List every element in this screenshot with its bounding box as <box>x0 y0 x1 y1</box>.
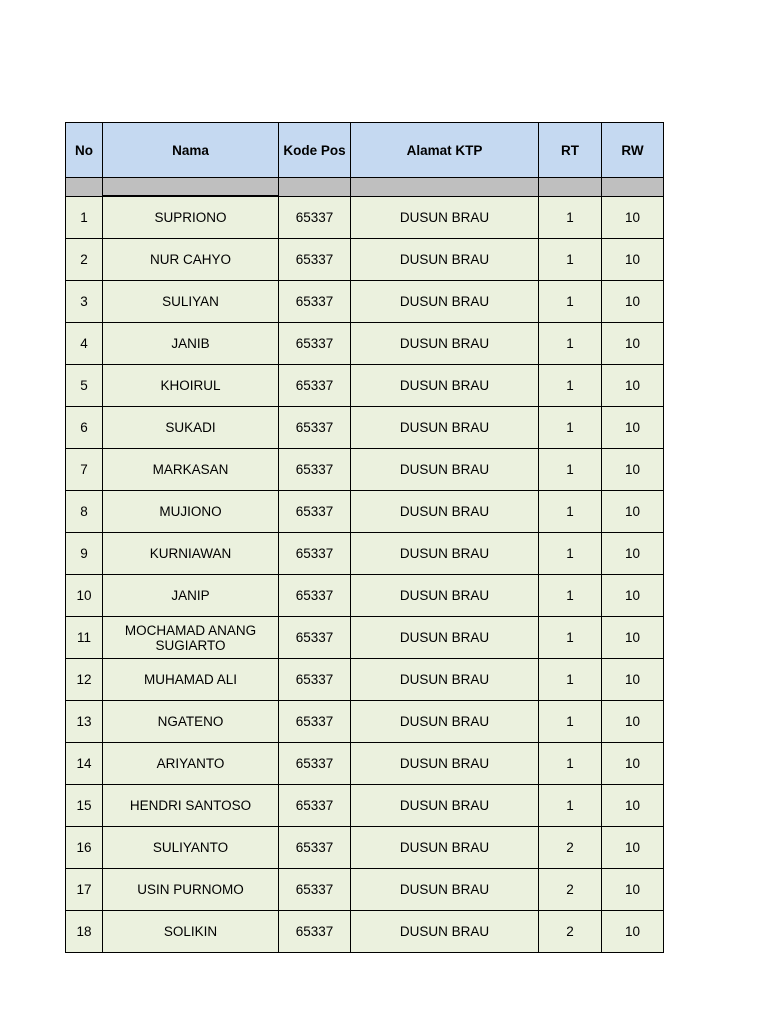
cell-rw: 10 <box>602 743 664 785</box>
resident-table <box>65 122 664 953</box>
table-row <box>66 323 664 365</box>
cell-no: 7 <box>66 449 103 491</box>
cell-rt: 1 <box>539 575 602 617</box>
cell-rw: 10 <box>602 827 664 869</box>
cell-rt: 1 <box>539 743 602 785</box>
cell-alamat-ktp: DUSUN BRAU <box>351 365 539 407</box>
cell-no: 9 <box>66 533 103 575</box>
cell-kode-pos: 65337 <box>279 911 351 953</box>
cell-rw: 10 <box>602 196 664 239</box>
cell-rw: 10 <box>602 365 664 407</box>
table-header <box>66 123 664 197</box>
header-alamat-ktp: Alamat KTP <box>351 123 539 178</box>
cell-kode-pos: 65337 <box>279 196 351 239</box>
cell-rt: 1 <box>539 449 602 491</box>
cell-rt: 2 <box>539 869 602 911</box>
cell-no: 18 <box>66 911 103 953</box>
table-row <box>66 533 664 575</box>
cell-rt: 1 <box>539 491 602 533</box>
cell-kode-pos: 65337 <box>279 533 351 575</box>
cell-no: 13 <box>66 701 103 743</box>
cell-rt: 1 <box>539 785 602 827</box>
spacer-cell <box>351 178 539 197</box>
spacer-cell <box>279 178 351 197</box>
cell-alamat-ktp: DUSUN BRAU <box>351 491 539 533</box>
spacer-cell <box>103 178 279 197</box>
cell-rt: 1 <box>539 239 602 281</box>
table-row <box>66 827 664 869</box>
cell-alamat-ktp: DUSUN BRAU <box>351 575 539 617</box>
cell-nama: MUHAMAD ALI <box>103 659 279 701</box>
cell-no: 6 <box>66 407 103 449</box>
cell-rt: 1 <box>539 701 602 743</box>
cell-alamat-ktp: DUSUN BRAU <box>351 785 539 827</box>
table-row <box>66 869 664 911</box>
cell-nama: JANIP <box>103 575 279 617</box>
cell-rt: 1 <box>539 659 602 701</box>
cell-kode-pos: 65337 <box>279 827 351 869</box>
cell-kode-pos: 65337 <box>279 491 351 533</box>
cell-kode-pos: 65337 <box>279 743 351 785</box>
cell-rw: 10 <box>602 659 664 701</box>
table-row <box>66 617 664 659</box>
cell-nama: HENDRI SANTOSO <box>103 785 279 827</box>
cell-alamat-ktp: DUSUN BRAU <box>351 701 539 743</box>
cell-nama: NUR CAHYO <box>103 239 279 281</box>
table-body <box>66 196 664 953</box>
table-row <box>66 281 664 323</box>
cell-alamat-ktp: DUSUN BRAU <box>351 743 539 785</box>
cell-nama: SULIYANTO <box>103 827 279 869</box>
cell-rw: 10 <box>602 533 664 575</box>
cell-nama: MARKASAN <box>103 449 279 491</box>
cell-no: 15 <box>66 785 103 827</box>
cell-no: 3 <box>66 281 103 323</box>
table-row <box>66 785 664 827</box>
cell-nama: SOLIKIN <box>103 911 279 953</box>
cell-kode-pos: 65337 <box>279 785 351 827</box>
table-row <box>66 491 664 533</box>
cell-alamat-ktp: DUSUN BRAU <box>351 323 539 365</box>
header-spacer-row <box>66 178 664 197</box>
table-row <box>66 407 664 449</box>
cell-rt: 1 <box>539 617 602 659</box>
cell-kode-pos: 65337 <box>279 365 351 407</box>
cell-no: 14 <box>66 743 103 785</box>
cell-nama: MUJIONO <box>103 491 279 533</box>
header-nama: Nama <box>103 123 279 178</box>
cell-rt: 1 <box>539 533 602 575</box>
cell-rt: 1 <box>539 281 602 323</box>
cell-alamat-ktp: DUSUN BRAU <box>351 659 539 701</box>
cell-rw: 10 <box>602 617 664 659</box>
header-rt: RT <box>539 123 602 178</box>
cell-nama: MOCHAMAD ANANG SUGIARTO <box>103 617 279 659</box>
cell-no: 16 <box>66 827 103 869</box>
cell-alamat-ktp: DUSUN BRAU <box>351 911 539 953</box>
cell-alamat-ktp: DUSUN BRAU <box>351 407 539 449</box>
cell-alamat-ktp: DUSUN BRAU <box>351 196 539 239</box>
cell-no: 1 <box>66 196 103 239</box>
cell-nama: JANIB <box>103 323 279 365</box>
cell-rt: 1 <box>539 196 602 239</box>
cell-nama: SUPRIONO <box>103 196 279 239</box>
cell-nama: NGATENO <box>103 701 279 743</box>
cell-kode-pos: 65337 <box>279 281 351 323</box>
cell-alamat-ktp: DUSUN BRAU <box>351 533 539 575</box>
cell-rw: 10 <box>602 449 664 491</box>
header-row <box>66 123 664 178</box>
cell-kode-pos: 65337 <box>279 407 351 449</box>
cell-no: 2 <box>66 239 103 281</box>
cell-nama: SULIYAN <box>103 281 279 323</box>
cell-no: 12 <box>66 659 103 701</box>
cell-alamat-ktp: DUSUN BRAU <box>351 449 539 491</box>
cell-alamat-ktp: DUSUN BRAU <box>351 617 539 659</box>
header-kode-pos: Kode Pos <box>279 123 351 178</box>
table-row <box>66 449 664 491</box>
header-no: No <box>66 123 103 178</box>
table-row <box>66 743 664 785</box>
cell-rw: 10 <box>602 911 664 953</box>
cell-rt: 1 <box>539 407 602 449</box>
cell-nama: USIN PURNOMO <box>103 869 279 911</box>
cell-rw: 10 <box>602 575 664 617</box>
cell-kode-pos: 65337 <box>279 323 351 365</box>
cell-nama: ARIYANTO <box>103 743 279 785</box>
cell-kode-pos: 65337 <box>279 869 351 911</box>
cell-rw: 10 <box>602 785 664 827</box>
cell-no: 10 <box>66 575 103 617</box>
cell-no: 8 <box>66 491 103 533</box>
cell-kode-pos: 65337 <box>279 659 351 701</box>
cell-no: 17 <box>66 869 103 911</box>
spacer-cell <box>539 178 602 197</box>
table-row <box>66 701 664 743</box>
cell-rw: 10 <box>602 491 664 533</box>
cell-kode-pos: 65337 <box>279 575 351 617</box>
cell-rt: 2 <box>539 827 602 869</box>
cell-rt: 2 <box>539 911 602 953</box>
cell-rw: 10 <box>602 869 664 911</box>
cell-kode-pos: 65337 <box>279 239 351 281</box>
cell-alamat-ktp: DUSUN BRAU <box>351 869 539 911</box>
cell-no: 5 <box>66 365 103 407</box>
cell-rt: 1 <box>539 365 602 407</box>
cell-rt: 1 <box>539 323 602 365</box>
cell-kode-pos: 65337 <box>279 701 351 743</box>
cell-rw: 10 <box>602 323 664 365</box>
cell-alamat-ktp: DUSUN BRAU <box>351 281 539 323</box>
spacer-cell <box>602 178 664 197</box>
table-row <box>66 575 664 617</box>
cell-no: 4 <box>66 323 103 365</box>
cell-no: 11 <box>66 617 103 659</box>
table-row <box>66 659 664 701</box>
cell-kode-pos: 65337 <box>279 617 351 659</box>
cell-rw: 10 <box>602 239 664 281</box>
cell-nama: KURNIAWAN <box>103 533 279 575</box>
table-row <box>66 911 664 953</box>
cell-nama: KHOIRUL <box>103 365 279 407</box>
cell-kode-pos: 65337 <box>279 449 351 491</box>
cell-nama: SUKADI <box>103 407 279 449</box>
header-rw: RW <box>602 123 664 178</box>
cell-rw: 10 <box>602 407 664 449</box>
table-row <box>66 365 664 407</box>
cell-rw: 10 <box>602 701 664 743</box>
spacer-cell <box>66 178 103 197</box>
table-row <box>66 239 664 281</box>
cell-alamat-ktp: DUSUN BRAU <box>351 239 539 281</box>
cell-rw: 10 <box>602 281 664 323</box>
cell-alamat-ktp: DUSUN BRAU <box>351 827 539 869</box>
table-row <box>66 196 664 239</box>
